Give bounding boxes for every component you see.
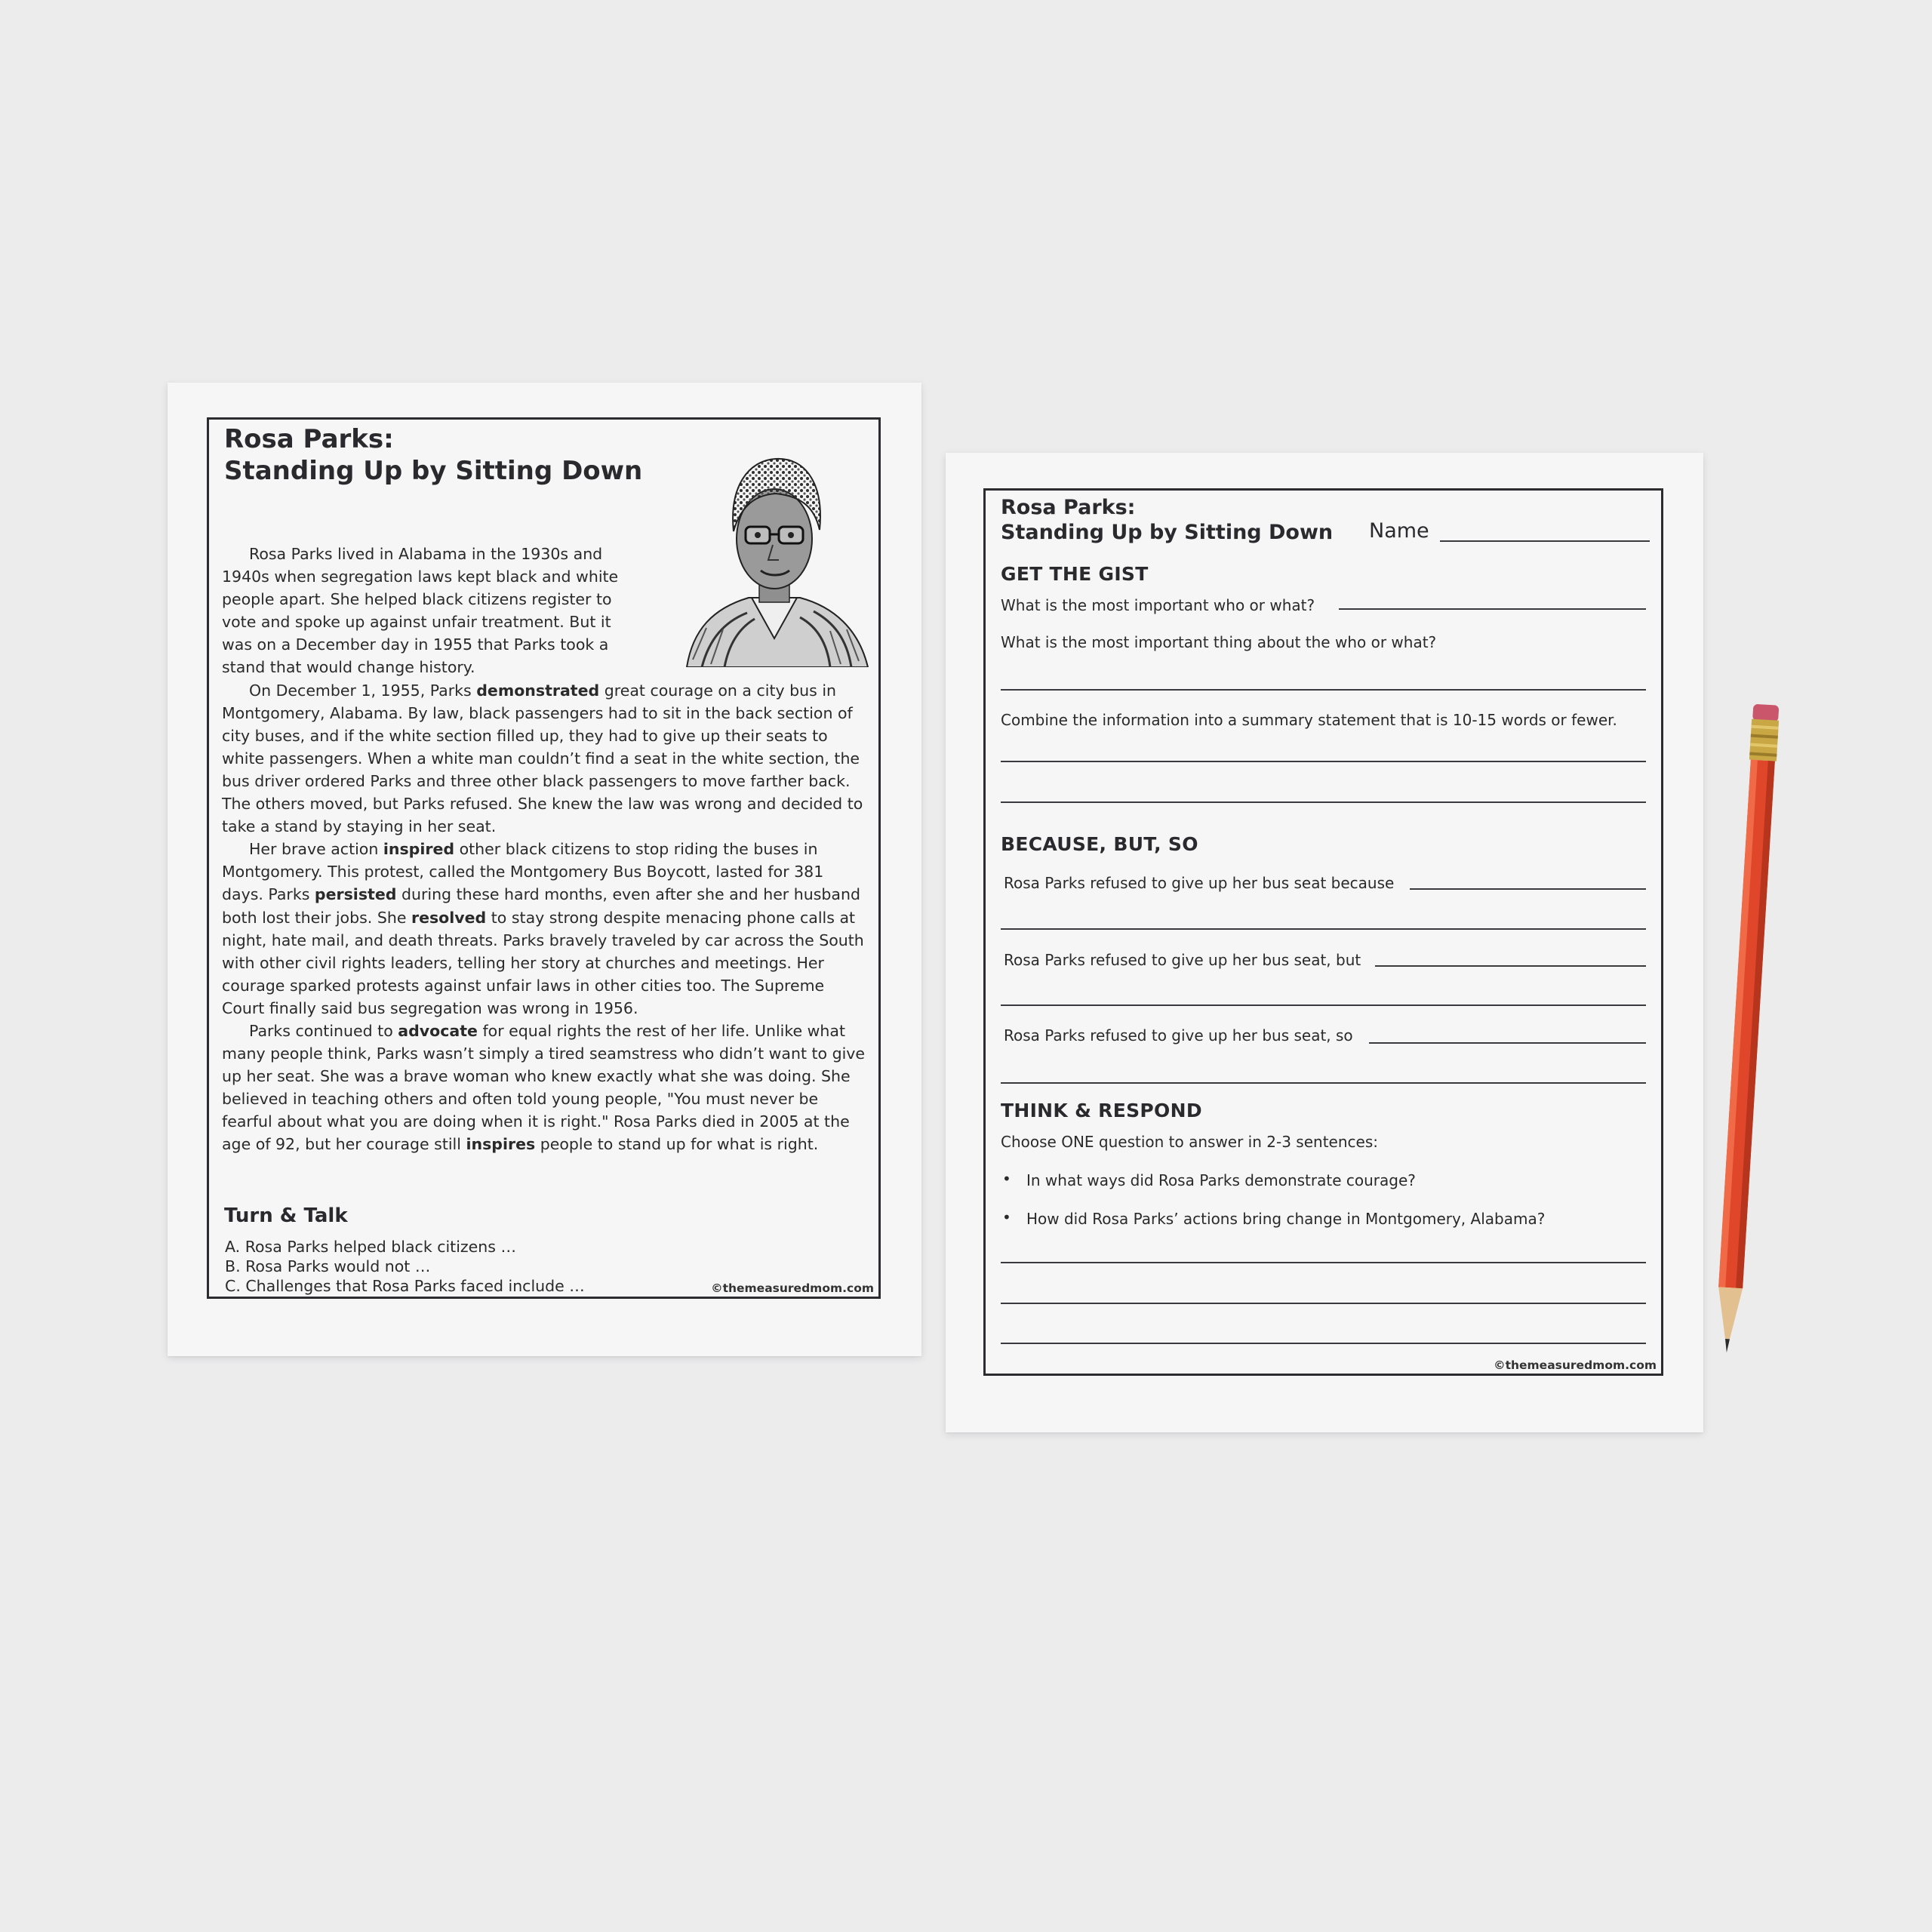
answer-line[interactable] [1001, 801, 1646, 803]
because-but-so-heading: BECAUSE, BUT, SO [1001, 833, 1198, 855]
bullet-icon: • [1002, 1170, 1011, 1188]
worksheet-sheet [946, 453, 1703, 1432]
vocabulary-word: advocate [398, 1021, 478, 1040]
answer-line[interactable] [1001, 928, 1646, 930]
get-the-gist-heading: GET THE GIST [1001, 563, 1149, 585]
answer-line[interactable] [1001, 1262, 1646, 1263]
answer-line[interactable] [1410, 888, 1646, 890]
passage-title-line-1: Rosa Parks: [224, 424, 394, 454]
passage-text: Parks continued to [249, 1021, 398, 1040]
gist-question-important-thing: What is the most important thing about the who or what? [1001, 633, 1437, 651]
answer-line[interactable] [1369, 1042, 1646, 1044]
pencil-icon [1702, 698, 1792, 1362]
passage-text: to stay strong despite menacing phone calls at night, hate mail, and death threats. Parks bravely traveled by car across the South with other civil rights leaders, telling her story at churches and meetings. Her courage sparked protests against unfair laws in other cities too. The Supreme Court finally said bus segregation was wrong in 1956. [222, 908, 864, 1017]
passage-body [222, 543, 867, 1156]
gist-question-summary: Combine the information into a summary statement that is 10-15 words or fewer. [1001, 711, 1617, 729]
passage-text: On December 1, 1955, Parks [249, 681, 477, 700]
but-prompt: Rosa Parks refused to give up her bus seat, but [1004, 951, 1361, 969]
worksheet-title-line-1: Rosa Parks: [1001, 496, 1136, 519]
bullet-icon: • [1002, 1208, 1011, 1226]
passage-title-line-2: Standing Up by Sitting Down [224, 455, 643, 486]
turn-talk-item-c: C. Challenges that Rosa Parks faced include … [225, 1277, 585, 1295]
worksheet-border-frame [983, 488, 1663, 1376]
gist-question-who-what: What is the most important who or what? [1001, 596, 1315, 614]
answer-line[interactable] [1001, 689, 1646, 691]
passage-paragraph [222, 838, 867, 1020]
think-question-2: How did Rosa Parks’ actions bring change in Montgomery, Alabama? [1026, 1210, 1546, 1228]
passage-paragraph [222, 679, 867, 838]
because-prompt: Rosa Parks refused to give up her bus seat because [1004, 874, 1395, 892]
name-field-line[interactable] [1440, 540, 1650, 542]
think-and-respond-heading: THINK & RESPOND [1001, 1100, 1202, 1121]
vocabulary-word: inspires [466, 1135, 536, 1154]
passage-text: Rosa Parks lived in Alabama in the 1930s and 1940s when segregation laws kept black and white people apart. She helped black citizens register to vote and spoke up against unfair treatment. But it was on a December day in 1955 that Parks took a stand that would change history. [222, 545, 619, 677]
vocabulary-word: inspired [383, 840, 455, 859]
copyright-credit: ©themeasuredmom.com [711, 1281, 874, 1295]
passage-text: people to stand up for what is right. [535, 1135, 819, 1154]
passage-text: for equal rights the rest of her life. Unlike what many people think, Parks wasn’t simply a tired seamstress who didn’t want to give up her seat. She was a brave woman who knew exactly what she was doing. She believed in teaching others and often told young people, "You must never be fearful about what you are doing when it is right." Rosa Parks died in 2005 at the age of 92, but her courage still [222, 1021, 866, 1154]
turn-talk-item-b: B. Rosa Parks would not … [225, 1257, 431, 1275]
so-prompt: Rosa Parks refused to give up her bus seat, so [1004, 1026, 1353, 1044]
passage-paragraph [222, 1020, 867, 1156]
copyright-credit: ©themeasuredmom.com [1494, 1358, 1657, 1372]
passage-text: great courage on a city bus in Montgomery, Alabama. By law, black passengers had to sit in the back section of city buses, and if the white section filled up, they had to give up their seats to white passengers. When a white man couldn’t find a seat in the white section, the bus driver ordered Parks and three other black passengers to move farther back. The others moved, but Parks refused. She knew the law was wrong and decided to take a stand by staying in her seat. [222, 681, 863, 836]
passage-border-frame [207, 417, 881, 1299]
passage-text: other black citizens to stop riding the buses in Montgomery. This protest, called the Montgomery Bus Boycott, lasted for 381 days. Parks [222, 840, 824, 904]
answer-line[interactable] [1001, 1004, 1646, 1006]
worksheet-title [1001, 495, 1333, 545]
answer-line[interactable] [1375, 965, 1646, 967]
vocabulary-word: resolved [411, 908, 487, 927]
answer-line[interactable] [1001, 1082, 1646, 1084]
turn-talk-item-a: A. Rosa Parks helped black citizens … [225, 1238, 516, 1256]
worksheet-title-line-2: Standing Up by Sitting Down [1001, 521, 1334, 545]
turn-and-talk-list [225, 1237, 585, 1296]
passage-text: Her brave action [249, 840, 383, 859]
answer-line[interactable] [1001, 1303, 1646, 1304]
reading-passage-sheet [168, 383, 921, 1356]
think-question-1: In what ways did Rosa Parks demonstrate courage? [1026, 1171, 1416, 1189]
vocabulary-word: persisted [314, 885, 397, 904]
vocabulary-word: demonstrated [476, 681, 600, 700]
think-instruction: Choose ONE question to answer in 2-3 sentences: [1001, 1133, 1378, 1151]
answer-line[interactable] [1339, 608, 1646, 610]
passage-text: during these hard months, even after she and her husband both lost their jobs. She [222, 885, 861, 927]
answer-line[interactable] [1001, 761, 1646, 762]
passage-title [224, 424, 642, 488]
name-label: Name [1369, 519, 1429, 543]
passage-paragraph [222, 543, 633, 679]
answer-line[interactable] [1001, 1343, 1646, 1344]
turn-and-talk-heading: Turn & Talk [224, 1204, 348, 1227]
